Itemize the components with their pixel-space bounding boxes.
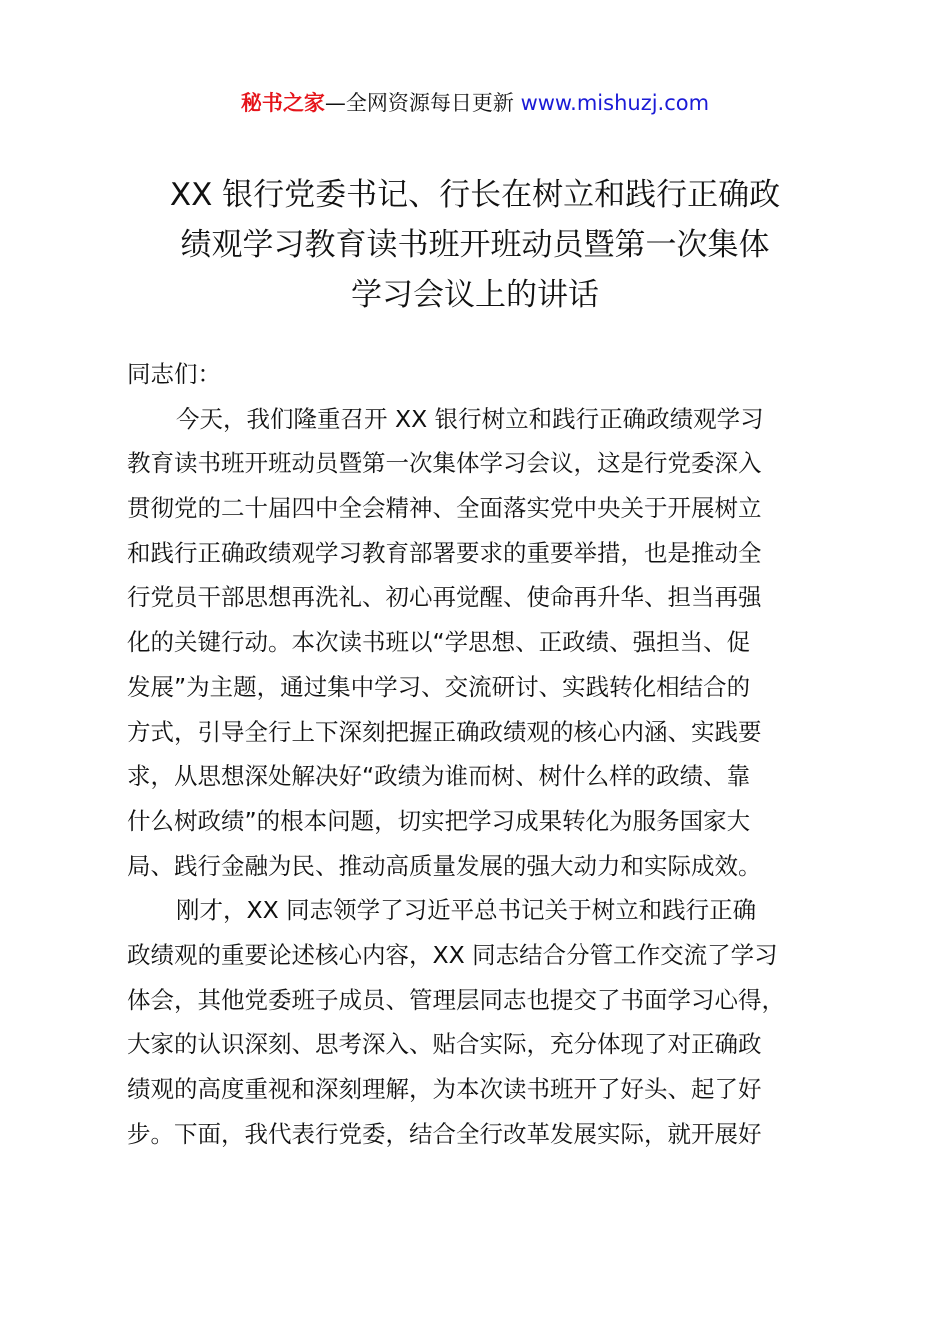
text-line: 求，从思想深处解决好“政绩为谁而树、树什么样的政绩、靠 <box>127 762 751 791</box>
salutation: 同志们： <box>127 360 221 388</box>
site-url-link[interactable]: www.mishuzj.com <box>520 91 710 115</box>
text-line: 化的关键行动。本次读书班以“学思想、正政绩、强担当、促 <box>127 628 751 657</box>
text-line: 刚才，XX 同志领学了习近平总书记关于树立和践行正确 <box>176 896 757 925</box>
document-body <box>127 352 847 1156</box>
text-line: 政绩观的重要论述核心内容，XX 同志结合分管工作交流了学习 <box>127 940 778 969</box>
banner-tagline: —全网资源每日更新 <box>324 91 514 115</box>
text-line: 大家的认识深刻、思考深入、贴合实际，充分体现了对正确政 <box>127 1030 762 1059</box>
text-line: 贯彻党的二十届四中全会精神、全面落实党中央关于开展树立 <box>127 494 762 523</box>
text-line: 步。下面，我代表行党委，结合全行改革发展实际，就开展好 <box>127 1119 762 1148</box>
text-line: 体会，其他党委班子成员、管理层同志也提交了书面学习心得， <box>127 985 785 1014</box>
text-line: 方式，引导全行上下深刻把握正确政绩观的核心内涵、实践要 <box>127 717 762 746</box>
text-line: 教育读书班开班动员暨第一次集体学习会议，这是行党委深入 <box>127 449 762 478</box>
paragraph-2 <box>127 888 847 1156</box>
title-line: XX 银行党委书记、行长在树立和践行正确政 <box>169 177 781 213</box>
text-line: 和践行正确政绩观学习教育部署要求的重要举措，也是推动全 <box>127 538 762 567</box>
document-title <box>0 170 950 320</box>
site-banner <box>0 88 950 118</box>
paragraph-1 <box>127 397 847 889</box>
text-line: 发展”为主题，通过集中学习、交流研讨、实践转化相结合的 <box>127 672 751 701</box>
text-line: 什么树政绩”的根本问题，切实把学习成果转化为服务国家大 <box>127 806 751 835</box>
text-line: 绩观的高度重视和深刻理解，为本次读书班开了好头、起了好 <box>127 1075 762 1103</box>
brand-name: 秘书之家 <box>240 91 325 115</box>
text-line: 局、践行金融为民、推动高质量发展的强大动力和实际成效。 <box>127 851 762 880</box>
title-line: 学习会议上的讲话 <box>351 277 599 313</box>
text-line: 今天，我们隆重召开 XX 银行树立和践行正确政绩观学习 <box>176 404 764 433</box>
title-line: 绩观学习教育读书班开班动员暨第一次集体 <box>180 227 770 263</box>
text-line: 行党员干部思想再洗礼、初心再觉醒、使命再升华、担当再强 <box>127 583 762 612</box>
